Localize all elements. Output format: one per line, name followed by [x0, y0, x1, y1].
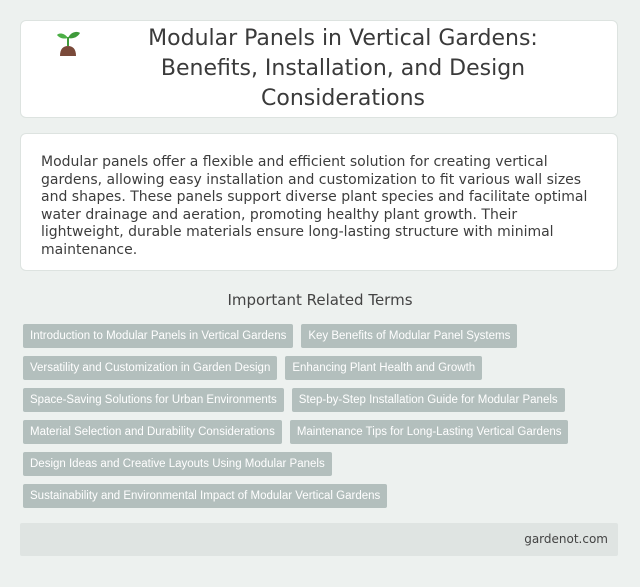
tag-row [23, 484, 623, 508]
related-term-tag[interactable]: Key Benefits of Modular Panel Systems [301, 324, 517, 348]
related-term-tag[interactable]: Space-Saving Solutions for Urban Environments [23, 388, 284, 412]
related-term-tag[interactable]: Material Selection and Durability Considerations [23, 420, 282, 444]
summary-card [20, 133, 618, 271]
related-term-tag[interactable]: Design Ideas and Creative Layouts Using Modular Panels [23, 452, 332, 476]
footer [20, 523, 618, 556]
related-terms-list [23, 324, 623, 516]
related-term-tag[interactable]: Enhancing Plant Health and Growth [285, 356, 482, 380]
related-term-tag[interactable]: Versatility and Customization in Garden Design [23, 356, 277, 380]
sprout-icon [55, 28, 81, 58]
related-term-tag[interactable]: Introduction to Modular Panels in Vertical Gardens [23, 324, 293, 348]
tag-row [23, 388, 623, 412]
page-title: Modular Panels in Vertical Gardens: Benefits, Installation, and Design Considerations [148, 26, 538, 111]
related-terms-heading: Important Related Terms [227, 291, 413, 309]
tag-row [23, 452, 623, 476]
summary-text: Modular panels offer a flexible and efficient solution for creating vertical gardens, allowing easy installation and customization to fit various wall sizes and shapes. These panels support diverse plant species and facilitate optimal water drainage and aeration, promoting healthy plant growth. Their lightweight, durable materials ensure long-lasting structure with minimal maintenance. [41, 154, 588, 258]
tag-row [23, 324, 623, 348]
related-term-tag[interactable]: Maintenance Tips for Long-Lasting Vertical Gardens [290, 420, 569, 444]
title-row [55, 24, 583, 114]
related-term-tag[interactable]: Step-by-Step Installation Guide for Modular Panels [292, 388, 565, 412]
tag-row [23, 356, 623, 380]
tag-row [23, 420, 623, 444]
related-term-tag[interactable]: Sustainability and Environmental Impact of Modular Vertical Gardens [23, 484, 387, 508]
title-card [20, 20, 618, 118]
footer-site-link[interactable]: gardenot.com [524, 532, 608, 546]
